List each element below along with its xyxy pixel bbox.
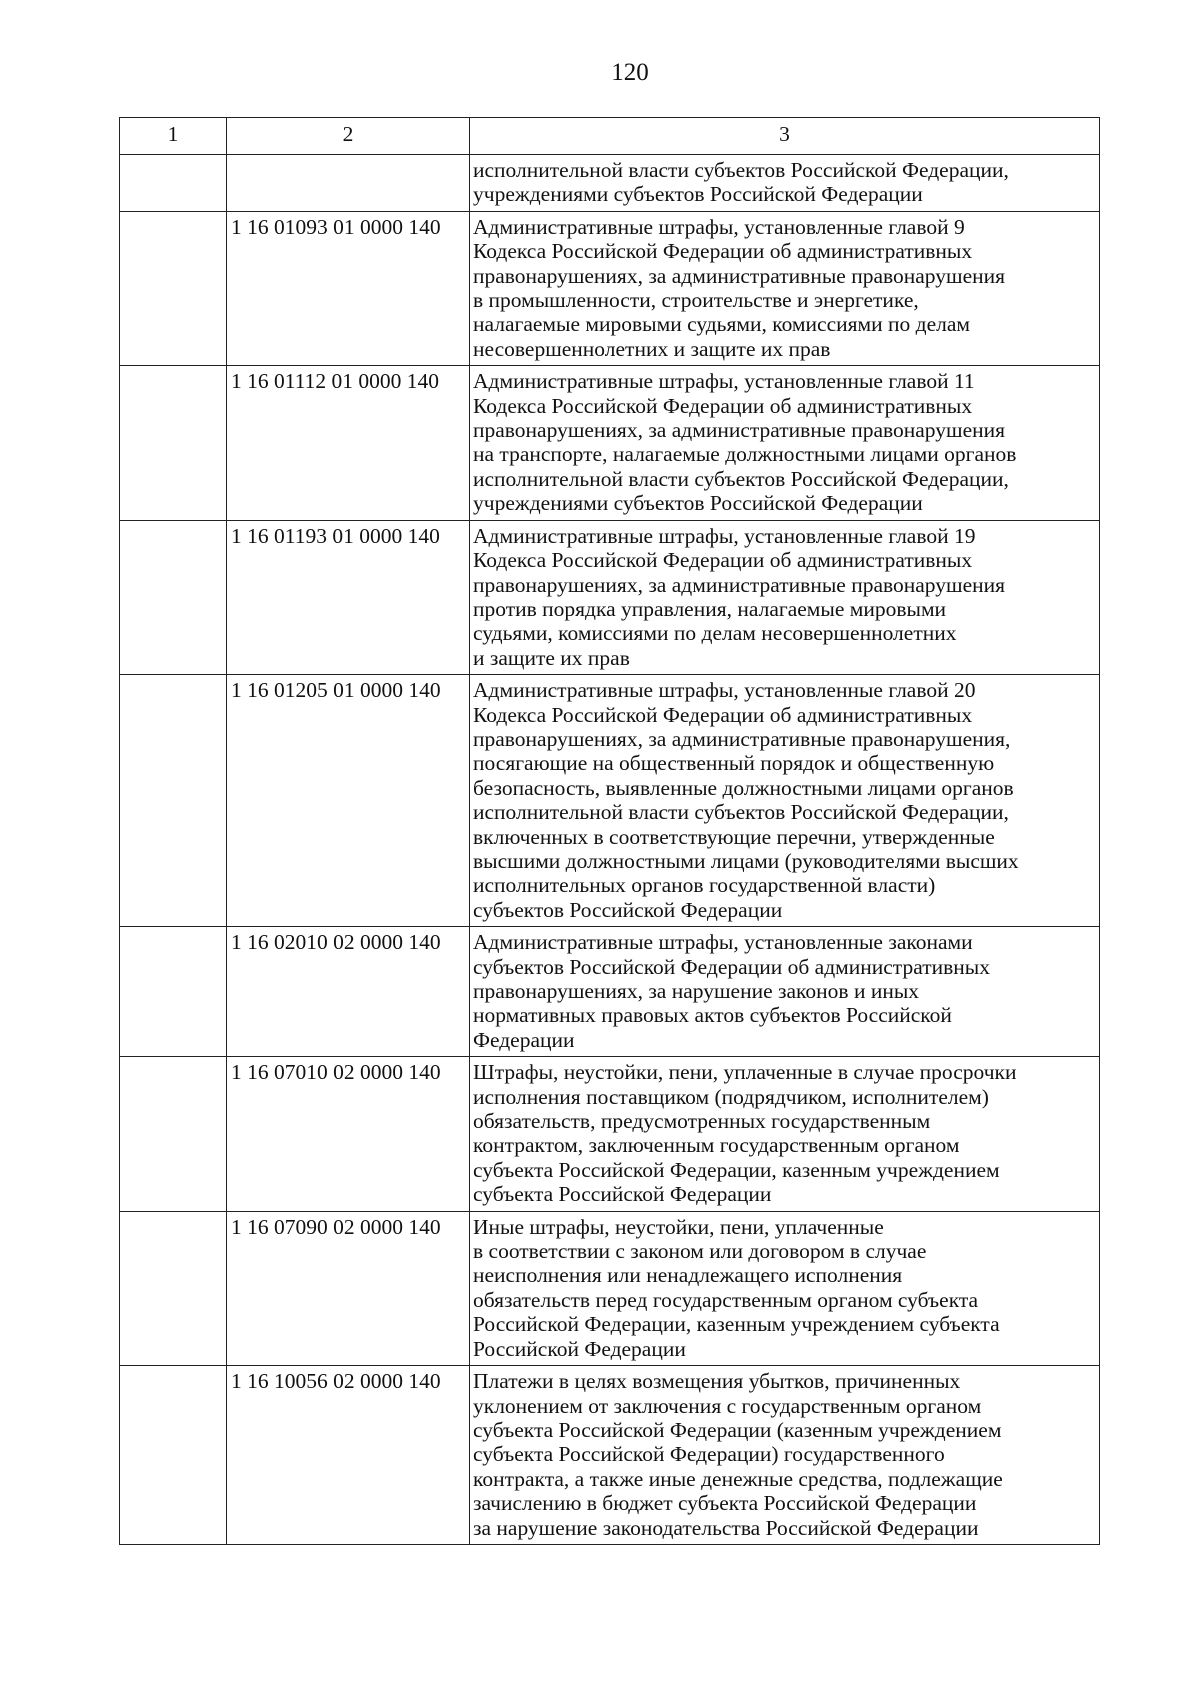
table-row	[120, 155, 1100, 212]
budget-code-cell	[227, 155, 470, 212]
table-row	[120, 675, 1100, 927]
row-number-cell	[120, 366, 227, 520]
budget-codes-table	[119, 117, 1100, 1545]
budget-code-cell: 1 16 01193 01 0000 140	[227, 520, 470, 674]
description-cell: исполнительной власти субъектов Российской Федерации, учреждениями субъектов Российской Федерации	[470, 155, 1100, 212]
description-cell: Административные штрафы, установленные главой 19 Кодекса Российской Федерации об административных правонарушениях, за административные правонарушения против порядка управления, налагаемые мировыми судьями, комиссиями по делам несовершеннолетних и защите их прав	[470, 520, 1100, 674]
description-cell: Административные штрафы, установленные законами субъектов Российской Федерации об административных правонарушениях, за нарушение законов и иных нормативных правовых актов субъектов Российской Федерации	[470, 927, 1100, 1057]
table-header-row	[120, 118, 1100, 155]
table-row	[120, 211, 1100, 365]
table-row	[120, 1057, 1100, 1211]
description-cell: Административные штрафы, установленные главой 9 Кодекса Российской Федерации об административных правонарушениях, за административные правонарушения в промышленности, строительстве и энергетике, налагаемые мировыми судьями, комиссиями по делам несовершеннолетних и защите их прав	[470, 211, 1100, 365]
description-cell: Административные штрафы, установленные главой 20 Кодекса Российской Федерации об административных правонарушениях, за административные правонарушения, посягающие на общественный порядок и общественную безопасность, выявленные должностными лицами органов исполнительной власти субъектов Российской Федерации, включенных в соответствующие перечни, утвержденные высшими должностными лицами (руководителями высших исполнительных органов государственной власти) субъектов Российской Федерации	[470, 675, 1100, 927]
budget-code-cell: 1 16 02010 02 0000 140	[227, 927, 470, 1057]
row-number-cell	[120, 675, 227, 927]
row-number-cell	[120, 1211, 227, 1365]
table-row	[120, 366, 1100, 520]
budget-code-cell: 1 16 01112 01 0000 140	[227, 366, 470, 520]
column-header: 2	[227, 118, 470, 155]
budget-code-cell: 1 16 01093 01 0000 140	[227, 211, 470, 365]
row-number-cell	[120, 520, 227, 674]
row-number-cell	[120, 1366, 227, 1545]
budget-code-cell: 1 16 07090 02 0000 140	[227, 1211, 470, 1365]
description-cell: Административные штрафы, установленные главой 11 Кодекса Российской Федерации об административных правонарушениях, за административные правонарушения на транспорте, налагаемые должностными лицами органов исполнительной власти субъектов Российской Федерации, учреждениями субъектов Российской Федерации	[470, 366, 1100, 520]
table-row	[120, 927, 1100, 1057]
row-number-cell	[120, 155, 227, 212]
table-row	[120, 520, 1100, 674]
row-number-cell	[120, 927, 227, 1057]
description-cell: Штрафы, неустойки, пени, уплаченные в случае просрочки исполнения поставщиком (подрядчиком, исполнителем) обязательств, предусмотренных государственным контрактом, заключенным государственным органом субъекта Российской Федерации, казенным учреждением субъекта Российской Федерации	[470, 1057, 1100, 1211]
budget-code-cell: 1 16 10056 02 0000 140	[227, 1366, 470, 1545]
page-number: 120	[611, 59, 649, 86]
budget-code-cell: 1 16 07010 02 0000 140	[227, 1057, 470, 1211]
column-header: 3	[470, 118, 1100, 155]
row-number-cell	[120, 211, 227, 365]
column-header: 1	[120, 118, 227, 155]
table-row	[120, 1366, 1100, 1545]
row-number-cell	[120, 1057, 227, 1211]
table-row	[120, 1211, 1100, 1365]
description-cell: Иные штрафы, неустойки, пени, уплаченные в соответствии с законом или договором в случае неисполнения или ненадлежащего исполнения обязательств перед государственным органом субъекта Российской Федерации, казенным учреждением субъекта Российской Федерации	[470, 1211, 1100, 1365]
description-cell: Платежи в целях возмещения убытков, причиненных уклонением от заключения с государственным органом субъекта Российской Федерации (казенным учреждением субъекта Российской Федерации) государственного контракта, а также иные денежные средства, подлежащие зачислению в бюджет субъекта Российской Федерации за нарушение законодательства Российской Федерации	[470, 1366, 1100, 1545]
budget-code-cell: 1 16 01205 01 0000 140	[227, 675, 470, 927]
